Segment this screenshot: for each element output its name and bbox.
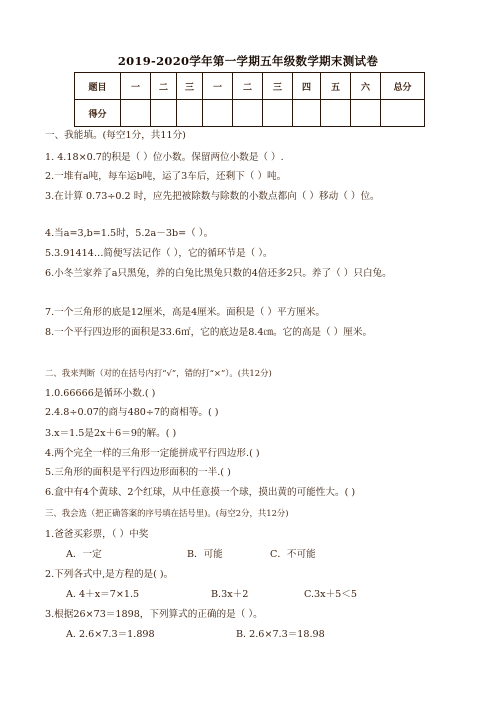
question-2-6: 6.盒中有4个黄球、2个红球，从中任意摸一个球，摸出黄的可能性大。( ) [45,487,356,498]
question-2-4: 4.两个完全一样的三角形一定能拼成平行四边形.( ) [45,448,260,459]
score-cell[interactable] [233,100,263,127]
score-table-score-row [75,100,425,127]
table-header-cell: 五 [321,73,351,100]
table-header-cell: 二 [233,73,263,100]
table-header-cell: 三 [177,73,203,100]
page-title: 2019-2020学年第一学期五年级数学期末测试卷 [117,54,379,68]
score-cell[interactable] [293,100,321,127]
question-2-5: 5.三角形的面积是平行四边形面积的一半.( ) [45,467,231,478]
question-3-3: 3.根据26×73＝1898，下列算式的正确的是（ ）。 [45,609,263,620]
table-header-cell: 二 [151,73,177,100]
question-1-8: 8.一个平行四边形的面积是33.6㎡，它的底边是8.4㎝。它的高是（ ）厘米。 [45,327,373,338]
question-2-3: 3.x＝1.5是2x＋6＝9的解。( ) [45,428,177,439]
question-1-4: 4.当a=3,b=1.5时，5.2a－3b=（ ）。 [45,228,214,239]
score-cell[interactable] [381,100,425,127]
score-cell[interactable] [121,100,151,127]
question-1-6: 6.小冬兰家养了a只黑兔，养的白兔比黑兔只数的4倍还多2只。养了（ ）只白兔。 [45,268,392,279]
option-3-2-a: A. 4＋x＝7×1.5 [66,589,140,600]
section-1-heading: 一、我能填。(每空1分，共11分) [45,130,186,141]
score-row-label: 得分 [75,100,121,127]
score-table-header-row [75,73,425,100]
score-cell[interactable] [351,100,381,127]
score-table [74,72,425,127]
question-2-1: 1.0.66666是循环小数.( ) [45,388,156,399]
option-3-1-a: A．一定 [66,549,102,560]
option-3-1-c: C．不可能 [270,549,316,560]
option-3-3-b: B. 2.6×7.3＝18.98 [236,629,325,640]
section-3-heading: 三、我会选（把正确答案的序号填在括号里)。(每空2分，共12分) [45,508,289,518]
question-1-3: 3.在计算 0.73÷0.2 时，应先把被除数与除数的小数点都向（ ）移动（ ）位。 [45,191,380,202]
table-header-cell: 总分 [381,73,425,100]
table-header-cell: 四 [293,73,321,100]
option-3-1-b: B．可能 [187,549,223,560]
question-3-1: 1.爸爸买彩票，（ ）中奖 [45,529,149,540]
table-header-cell: 一 [203,73,233,100]
question-1-1: 1. 4.18×0.7的积是（ ）位小数。保留两位小数是（ ）. [45,152,284,163]
option-3-2-b: B.3x＋2 [211,589,249,600]
section-2-heading: 二、我来判断（对的在括号内打“√”，错的打“×”）。(共12分) [45,368,272,378]
question-2-2: 2.4.8÷0.07的商与480÷7的商相等。( ) [45,407,219,418]
table-header-cell: 题目 [75,73,121,100]
table-header-cell: 一 [121,73,151,100]
score-cell[interactable] [203,100,233,127]
question-1-7: 7.一个三角形的底是12厘米，高是4厘米。面积是（ ）平方厘米。 [45,307,325,318]
table-header-cell: 六 [351,73,381,100]
question-1-5: 5.3.91414…简便写法记作（ ），它的循环节是（ ）。 [45,248,273,259]
question-1-2: 2.一堆有a吨，每车运b吨，运了3车后，还剩下（ ）吨。 [45,171,287,182]
score-cell[interactable] [263,100,293,127]
table-header-cell: 三 [263,73,293,100]
option-3-2-c: C.3x＋5＜5 [304,589,357,600]
question-3-2: 2.下列各式中,是方程的是( )。 [45,569,174,580]
score-cell[interactable] [151,100,177,127]
option-3-3-a: A. 2.6×7.3＝1.898 [66,629,155,640]
score-cell[interactable] [321,100,351,127]
score-cell[interactable] [177,100,203,127]
